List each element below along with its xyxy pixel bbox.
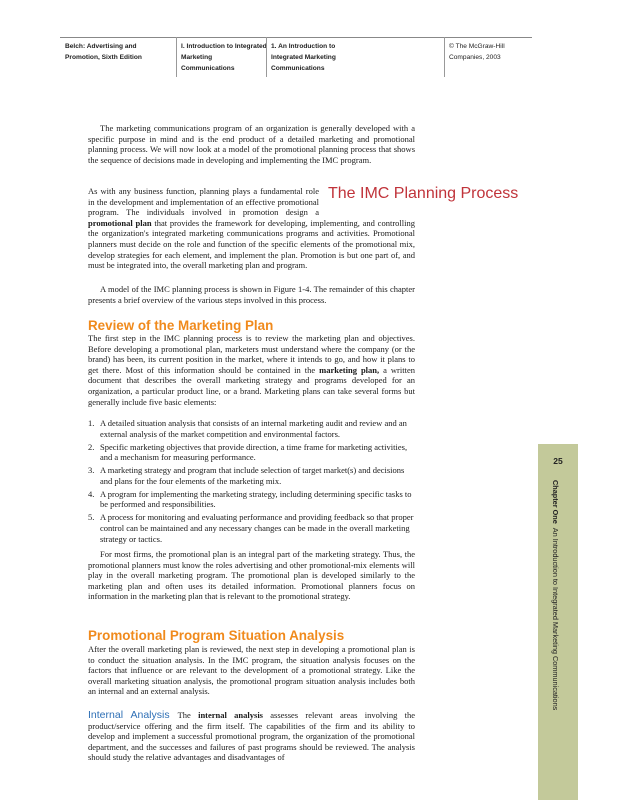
chapter-title: An Introduction to Integrated Marketing Communications bbox=[551, 527, 560, 711]
internal-text: assesses relevant areas involving the product/service offering and the firm itself. The capabilities of the firm and its ability to develop and implement a successful promotional program, the organization of the promotional department, and the successes and failures of past programs should be reviewed. The analysis should study the relative advantages and disadvantages of bbox=[88, 710, 415, 763]
review-paragraph-1 bbox=[88, 333, 415, 407]
header-part: I. Introduction to Integrated Marketing Communications bbox=[181, 43, 267, 72]
header-rule bbox=[60, 37, 532, 38]
header-divider bbox=[266, 37, 267, 77]
header-chapter: 1. An Introduction to Integrated Marketing Communications bbox=[271, 43, 336, 72]
review-text: a written document that describes the overall marketing strategy and programs developed for an organization, a particular product line, or a brand. Marketing plans can take several forms but generally include five basic elements: bbox=[88, 364, 415, 407]
header-divider bbox=[444, 37, 445, 77]
list-text: Specific marketing objectives that provide direction, a time frame for marketing activities, and a mechanism for measuring performance. bbox=[100, 441, 408, 463]
term-promotional-plan: promotional plan bbox=[88, 217, 152, 228]
term-internal-analysis: internal analysis bbox=[198, 710, 263, 720]
intro-text: As with any business function, planning plays a fundamental role in the development and implementation of an effective promotional program. The individuals involved in promotion design a bbox=[88, 186, 319, 218]
heading-review-marketing-plan: Review of the Marketing Plan bbox=[88, 318, 274, 333]
review-text: The first step in the IMC planning process is to review the marketing plan and objectives. Before developing a promotional plan, marketers must understand where the company (or the brand) has been, its current position in the market, where it intends to go, and how it plans to get there. Most of this information should be contained in the bbox=[88, 333, 415, 375]
running-header bbox=[60, 37, 532, 77]
heading-internal-analysis: Internal Analysis bbox=[88, 709, 170, 721]
intro-paragraph-2 bbox=[88, 186, 415, 271]
list-item bbox=[88, 512, 415, 544]
list-number: 2. bbox=[88, 441, 95, 452]
list-text: A program for implementing the marketing strategy, including determining specific tasks to be performed and responsibilities. bbox=[100, 488, 412, 510]
list-text: A marketing strategy and program that include selection of target market(s) and decisions and plans for the four elements of the marketing mix. bbox=[100, 465, 405, 486]
marketing-plan-elements-list bbox=[88, 418, 415, 546]
heading-situation-analysis: Promotional Program Situation Analysis bbox=[88, 628, 345, 643]
list-text: A detailed situation analysis that consists of an internal marketing audit and review and an external analysis of the market competition and environmental factors. bbox=[100, 418, 407, 439]
list-item bbox=[88, 442, 415, 463]
title-float-spacer bbox=[319, 186, 415, 216]
internal-text: The bbox=[177, 710, 199, 720]
section-title: The IMC Planning Process bbox=[328, 185, 519, 202]
header-divider bbox=[176, 37, 177, 77]
term-marketing-plan: marketing plan, bbox=[319, 364, 380, 375]
chapter-running-title bbox=[551, 480, 560, 710]
list-number: 1. bbox=[88, 418, 95, 428]
intro-text: that provides the framework for developing, implementing, and controlling the organization's integrated marketing communications programs and activities. Promotional planners must decide on the role and function of the specific elements of the promotional mix, develop strategies for each element, and implement the plan. Promotion is but one part of, and must be integrated into, the overall marketing plan and program. bbox=[88, 217, 415, 271]
list-number: 5. bbox=[88, 512, 95, 523]
header-book: Belch: Advertising and Promotion, Sixth Edition bbox=[65, 43, 142, 61]
intro-paragraph-1: The marketing communications program of an organization is generally developed with a specific purpose in mind and is the end product of a detailed marketing and promotional planning process. We will now look at a model of the promotional planning process that shows the sequence of decisions made in developing and implementing the IMC program. bbox=[88, 123, 415, 165]
review-paragraph-2: For most firms, the promotional plan is an integral part of the marketing strategy. Thus, the promotional planners must know the roles advertising and other promotional-mix elements will play in the overall marketing program. The promotional plan is developed similarly to the marketing plan and often uses its detailed information. Promotional planners focus on information in the marketing plan that is relevant to the promotional strategy. bbox=[88, 549, 415, 602]
list-item bbox=[88, 489, 415, 510]
internal-analysis-paragraph bbox=[88, 710, 415, 763]
list-number: 3. bbox=[88, 465, 95, 476]
list-item bbox=[88, 465, 415, 486]
intro-paragraph-3: A model of the IMC planning process is shown in Figure 1-4. The remainder of this chapter presents a brief overview of the various steps involved in this process. bbox=[88, 284, 415, 305]
header-copyright: © The McGraw-Hill Companies, 2003 bbox=[449, 43, 505, 61]
situation-paragraph-1: After the overall marketing plan is reviewed, the next step in developing a promotional plan is to conduct the situation analysis. In the IMC program, the situation analysis focuses on the factors that influence or are relevant to the development of a promotional strategy. Like the overall marketing situation analysis, the promotional program situation analysis includes both an internal and an external analysis. bbox=[88, 644, 415, 697]
list-number: 4. bbox=[88, 488, 95, 499]
list-item bbox=[88, 418, 415, 439]
chapter-tab bbox=[538, 444, 578, 800]
page-number: 25 bbox=[553, 456, 563, 466]
chapter-label: Chapter One bbox=[551, 480, 560, 524]
list-text: A process for monitoring and evaluating performance and providing feedback so that proper control can be maintained and any necessary changes can be made in the overall marketing strategy or tactics. bbox=[100, 512, 414, 544]
